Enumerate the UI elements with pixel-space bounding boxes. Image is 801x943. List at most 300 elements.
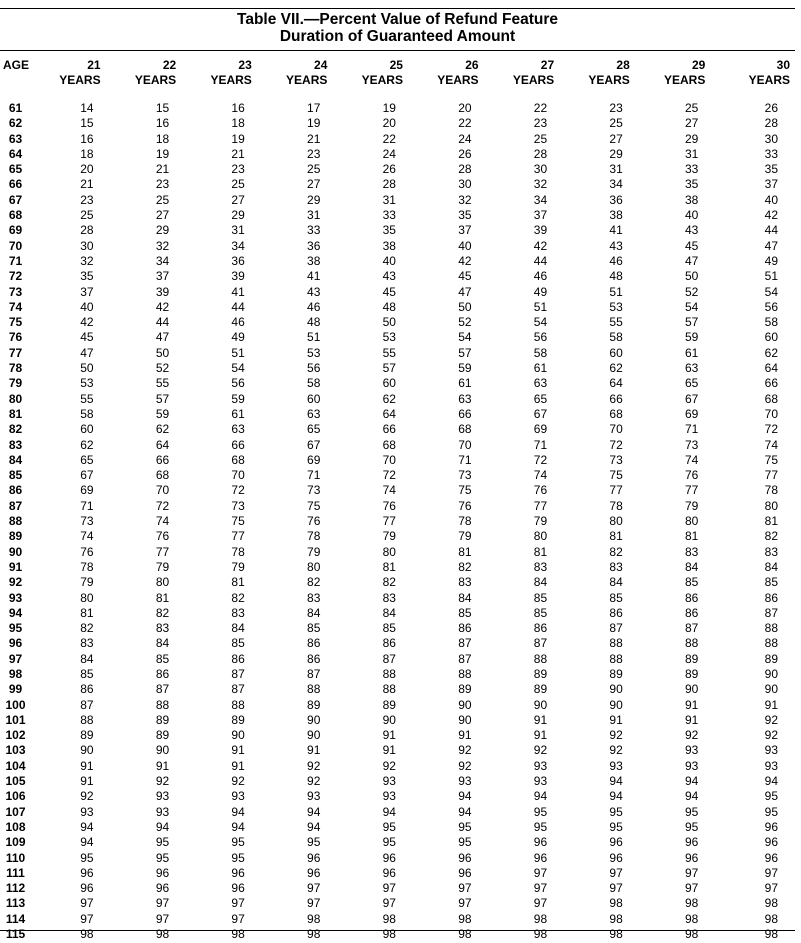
- table-row: [0, 743, 795, 758]
- age-cell: 86: [8, 483, 23, 498]
- value-cell: 44: [764, 223, 778, 238]
- value-cell: 94: [80, 835, 94, 850]
- table-row: [0, 376, 795, 391]
- value-cell: 14: [80, 101, 94, 115]
- header-row: [0, 58, 795, 101]
- value-cell: 94: [231, 819, 245, 834]
- value-cell: 67: [80, 468, 94, 483]
- value-cell: 41: [231, 284, 245, 299]
- value-cell: 79: [231, 559, 245, 574]
- value-cell: 95: [458, 819, 472, 834]
- value-cell: 98: [533, 911, 548, 926]
- value-cell: 82: [231, 590, 245, 605]
- value-cell: 92: [155, 774, 170, 789]
- value-cell: 92: [533, 743, 548, 758]
- value-cell: 95: [382, 835, 396, 850]
- value-cell: 28: [458, 162, 472, 177]
- value-cell: 49: [231, 330, 245, 345]
- age-cell: 109: [5, 835, 26, 850]
- value-cell: 95: [458, 835, 472, 850]
- value-cell: 86: [307, 651, 321, 666]
- value-cell: 59: [231, 391, 245, 406]
- value-cell: 81: [80, 605, 94, 620]
- value-cell: 95: [155, 835, 170, 850]
- value-cell: 93: [231, 789, 245, 804]
- value-cell: 31: [382, 192, 396, 207]
- value-cell: 23: [307, 146, 321, 161]
- value-cell: 62: [764, 345, 778, 360]
- value-cell: 98: [609, 927, 623, 942]
- value-cell: 52: [458, 315, 472, 330]
- value-cell: 50: [155, 345, 170, 360]
- value-cell: 51: [533, 299, 548, 314]
- year-column-header: [39, 58, 115, 101]
- value-cell: 81: [458, 544, 472, 559]
- table-row: [0, 193, 795, 208]
- value-cell: 19: [382, 101, 396, 115]
- age-cell: 113: [5, 896, 26, 911]
- table-row: [0, 912, 795, 927]
- value-cell: 89: [764, 651, 778, 666]
- value-cell: 77: [382, 514, 396, 529]
- table-row: [0, 774, 795, 789]
- age-cell: 106: [5, 789, 26, 804]
- value-cell: 76: [155, 529, 170, 544]
- value-cell: 43: [307, 284, 321, 299]
- value-cell: 74: [80, 529, 94, 544]
- value-cell: 50: [458, 299, 472, 314]
- value-cell: 78: [458, 514, 472, 529]
- value-cell: 96: [533, 835, 548, 850]
- value-cell: 64: [382, 406, 396, 421]
- value-cell: 80: [382, 544, 396, 559]
- value-cell: 95: [307, 835, 321, 850]
- year-number: 29: [691, 58, 706, 72]
- year-number: 30: [776, 58, 790, 72]
- age-cell: 115: [5, 927, 26, 942]
- value-cell: 89: [155, 728, 170, 743]
- value-cell: 81: [155, 590, 170, 605]
- value-cell: 71: [80, 498, 94, 513]
- value-cell: 68: [458, 422, 472, 437]
- value-cell: 29: [609, 146, 623, 161]
- value-cell: 77: [231, 529, 245, 544]
- table-row: [0, 881, 795, 896]
- value-cell: 45: [80, 330, 94, 345]
- value-cell: 66: [155, 452, 170, 467]
- value-cell: 72: [533, 452, 548, 467]
- value-cell: 75: [609, 468, 623, 483]
- years-label: YEARS: [748, 73, 790, 87]
- value-cell: 79: [382, 529, 396, 544]
- value-cell: 61: [684, 345, 699, 360]
- age-cell: 74: [8, 299, 23, 314]
- years-label: YEARS: [664, 73, 706, 87]
- value-cell: 30: [458, 177, 472, 192]
- value-cell: 82: [458, 559, 472, 574]
- value-cell: 47: [80, 345, 94, 360]
- value-cell: 15: [80, 116, 94, 131]
- value-cell: 57: [382, 361, 396, 376]
- age-cell: 78: [8, 361, 23, 376]
- table-body: [0, 101, 795, 942]
- table-row: [0, 177, 795, 192]
- value-cell: 56: [307, 361, 321, 376]
- value-cell: 84: [155, 636, 170, 651]
- age-cell: 91: [8, 559, 23, 574]
- value-cell: 37: [764, 177, 778, 192]
- value-cell: 80: [307, 559, 321, 574]
- value-cell: 92: [684, 728, 699, 743]
- value-cell: 77: [155, 544, 170, 559]
- value-cell: 61: [533, 361, 548, 376]
- value-cell: 89: [609, 666, 623, 681]
- value-cell: 42: [80, 315, 94, 330]
- value-cell: 79: [684, 498, 699, 513]
- value-cell: 56: [231, 376, 245, 391]
- value-cell: 54: [764, 284, 778, 299]
- value-cell: 93: [533, 774, 548, 789]
- value-cell: 80: [684, 514, 699, 529]
- age-cell: 73: [8, 284, 23, 299]
- value-cell: 64: [155, 437, 170, 452]
- value-cell: 69: [307, 452, 321, 467]
- value-cell: 38: [307, 253, 321, 268]
- value-cell: 21: [80, 177, 94, 192]
- value-cell: 60: [382, 376, 396, 391]
- value-cell: 64: [764, 361, 778, 376]
- value-cell: 98: [458, 927, 472, 942]
- value-cell: 88: [533, 651, 548, 666]
- value-cell: 76: [533, 483, 548, 498]
- value-cell: 84: [533, 575, 548, 590]
- value-cell: 88: [764, 621, 778, 636]
- year-column-header: [644, 58, 720, 101]
- value-cell: 37: [533, 208, 548, 223]
- value-cell: 53: [307, 345, 321, 360]
- value-cell: 45: [458, 269, 472, 284]
- value-cell: 80: [609, 514, 623, 529]
- year-number: 26: [465, 58, 479, 72]
- value-cell: 37: [458, 223, 472, 238]
- table-row: [0, 499, 795, 514]
- age-cell: 98: [8, 666, 23, 681]
- value-cell: 70: [382, 452, 396, 467]
- value-cell: 98: [307, 911, 321, 926]
- value-cell: 43: [609, 238, 623, 253]
- value-cell: 42: [533, 238, 548, 253]
- value-cell: 47: [684, 253, 699, 268]
- value-cell: 97: [382, 896, 396, 911]
- value-cell: 57: [684, 315, 699, 330]
- value-cell: 68: [155, 468, 170, 483]
- value-cell: 93: [764, 743, 778, 758]
- value-cell: 73: [307, 483, 321, 498]
- value-cell: 21: [155, 162, 170, 177]
- value-cell: 84: [458, 590, 472, 605]
- value-cell: 84: [684, 559, 699, 574]
- value-cell: 23: [80, 192, 94, 207]
- value-cell: 98: [764, 896, 778, 911]
- value-cell: 80: [533, 529, 548, 544]
- table-row: [0, 361, 795, 376]
- year-number: 27: [540, 58, 555, 72]
- years-label: YEARS: [134, 73, 177, 87]
- value-cell: 42: [764, 208, 778, 223]
- value-cell: 22: [458, 116, 472, 131]
- value-cell: 40: [684, 208, 699, 223]
- table-row: [0, 575, 795, 590]
- value-cell: 34: [609, 177, 623, 192]
- value-cell: 53: [80, 376, 94, 391]
- value-cell: 96: [684, 835, 699, 850]
- age-cell: 99: [8, 682, 23, 697]
- value-cell: 98: [533, 927, 548, 942]
- value-cell: 80: [155, 575, 170, 590]
- value-cell: 97: [764, 881, 778, 896]
- value-cell: 58: [764, 315, 778, 330]
- value-cell: 87: [458, 651, 472, 666]
- value-cell: 30: [533, 162, 548, 177]
- value-cell: 93: [764, 758, 778, 773]
- value-cell: 91: [684, 697, 699, 712]
- value-cell: 79: [533, 514, 548, 529]
- value-cell: 93: [307, 789, 321, 804]
- value-cell: 63: [684, 361, 699, 376]
- value-cell: 83: [764, 544, 778, 559]
- age-cell: 69: [8, 223, 23, 238]
- value-cell: 96: [231, 865, 245, 880]
- value-cell: 62: [155, 422, 170, 437]
- value-cell: 92: [458, 743, 472, 758]
- table-row: [0, 438, 795, 453]
- value-cell: 78: [609, 498, 623, 513]
- value-cell: 35: [458, 208, 472, 223]
- value-cell: 28: [764, 116, 778, 131]
- value-cell: 57: [458, 345, 472, 360]
- value-cell: 83: [155, 621, 170, 636]
- value-cell: 91: [382, 728, 396, 743]
- value-cell: 83: [458, 575, 472, 590]
- years-label: YEARS: [286, 73, 328, 87]
- value-cell: 27: [155, 208, 170, 223]
- value-cell: 21: [307, 131, 321, 146]
- value-cell: 95: [155, 850, 170, 865]
- value-cell: 89: [231, 712, 245, 727]
- age-cell: 101: [5, 712, 26, 727]
- value-cell: 47: [155, 330, 170, 345]
- value-cell: 97: [533, 881, 548, 896]
- value-cell: 88: [382, 682, 396, 697]
- value-cell: 67: [307, 437, 321, 452]
- value-cell: 98: [155, 927, 170, 942]
- value-cell: 89: [155, 712, 170, 727]
- value-cell: 86: [231, 651, 245, 666]
- value-cell: 19: [155, 146, 170, 161]
- value-cell: 85: [231, 636, 245, 651]
- value-cell: 71: [307, 468, 321, 483]
- age-cell: 108: [5, 819, 26, 834]
- value-cell: 91: [382, 743, 396, 758]
- value-cell: 91: [80, 758, 94, 773]
- value-cell: 94: [458, 789, 472, 804]
- value-cell: 90: [764, 666, 778, 681]
- value-cell: 92: [458, 758, 472, 773]
- table-row: [0, 422, 795, 437]
- value-cell: 23: [609, 101, 623, 115]
- age-cell: 102: [5, 728, 26, 743]
- value-cell: 72: [764, 422, 778, 437]
- value-cell: 20: [80, 162, 94, 177]
- value-cell: 86: [684, 605, 699, 620]
- bottom-rule: [0, 930, 795, 931]
- value-cell: 90: [684, 682, 699, 697]
- value-cell: 36: [231, 253, 245, 268]
- value-cell: 75: [307, 498, 321, 513]
- value-cell: 94: [684, 774, 699, 789]
- table-row: [0, 606, 795, 621]
- value-cell: 54: [684, 299, 699, 314]
- table-row: [0, 529, 795, 544]
- value-cell: 98: [80, 927, 94, 942]
- value-cell: 90: [458, 712, 472, 727]
- value-cell: 55: [155, 376, 170, 391]
- value-cell: 91: [231, 758, 245, 773]
- value-cell: 37: [155, 269, 170, 284]
- value-cell: 72: [231, 483, 245, 498]
- value-cell: 97: [458, 896, 472, 911]
- value-cell: 95: [533, 819, 548, 834]
- value-cell: 86: [458, 621, 472, 636]
- value-cell: 90: [458, 697, 472, 712]
- value-cell: 92: [382, 758, 396, 773]
- value-cell: 83: [80, 636, 94, 651]
- value-cell: 94: [80, 819, 94, 834]
- value-cell: 98: [307, 927, 321, 942]
- value-cell: 85: [80, 666, 94, 681]
- value-cell: 70: [458, 437, 472, 452]
- value-cell: 69: [684, 406, 699, 421]
- value-cell: 50: [382, 315, 396, 330]
- age-column-header: AGE: [3, 58, 30, 72]
- value-cell: 57: [155, 391, 170, 406]
- value-cell: 98: [764, 911, 778, 926]
- value-cell: 97: [533, 896, 548, 911]
- table-row: [0, 514, 795, 529]
- age-cell: 62: [8, 116, 23, 131]
- value-cell: 87: [155, 682, 170, 697]
- table-row: [0, 896, 795, 911]
- value-cell: 81: [764, 514, 778, 529]
- value-cell: 27: [609, 131, 623, 146]
- value-cell: 18: [80, 146, 94, 161]
- age-cell: 105: [5, 774, 26, 789]
- value-cell: 91: [155, 758, 170, 773]
- value-cell: 28: [533, 146, 548, 161]
- value-cell: 62: [80, 437, 94, 452]
- value-cell: 98: [684, 911, 699, 926]
- value-cell: 93: [533, 758, 548, 773]
- age-cell: 88: [8, 514, 23, 529]
- value-cell: 34: [231, 238, 245, 253]
- value-cell: 48: [609, 269, 623, 284]
- table-row: [0, 330, 795, 345]
- value-cell: 31: [684, 146, 699, 161]
- value-cell: 72: [382, 468, 396, 483]
- value-cell: 91: [231, 743, 245, 758]
- value-cell: 91: [80, 774, 94, 789]
- value-cell: 98: [609, 896, 623, 911]
- value-cell: 53: [382, 330, 396, 345]
- value-cell: 58: [80, 406, 94, 421]
- value-cell: 93: [609, 758, 623, 773]
- value-cell: 83: [533, 559, 548, 574]
- value-cell: 73: [231, 498, 245, 513]
- value-cell: 89: [458, 682, 472, 697]
- value-cell: 58: [609, 330, 623, 345]
- value-cell: 71: [458, 452, 472, 467]
- table-row: [0, 759, 795, 774]
- value-cell: 96: [533, 850, 548, 865]
- value-cell: 97: [684, 881, 699, 896]
- value-cell: 16: [231, 101, 245, 115]
- value-cell: 45: [382, 284, 396, 299]
- value-cell: 86: [155, 666, 170, 681]
- value-cell: 85: [533, 590, 548, 605]
- value-cell: 94: [307, 804, 321, 819]
- value-cell: 64: [609, 376, 623, 391]
- value-cell: 97: [307, 881, 321, 896]
- value-cell: 20: [458, 101, 472, 115]
- age-cell: 90: [8, 544, 23, 559]
- years-label: YEARS: [210, 73, 252, 87]
- value-cell: 41: [609, 223, 623, 238]
- value-cell: 81: [684, 529, 699, 544]
- value-cell: 66: [458, 406, 472, 421]
- value-cell: 25: [155, 192, 170, 207]
- value-cell: 88: [684, 636, 699, 651]
- value-cell: 63: [533, 376, 548, 391]
- header-rule: [0, 50, 795, 51]
- value-cell: 92: [80, 789, 94, 804]
- age-cell: 65: [8, 162, 23, 177]
- value-cell: 51: [609, 284, 623, 299]
- value-cell: 65: [533, 391, 548, 406]
- value-cell: 26: [458, 146, 472, 161]
- value-cell: 45: [684, 238, 699, 253]
- value-cell: 74: [764, 437, 778, 452]
- table-row: [0, 483, 795, 498]
- value-cell: 44: [533, 253, 548, 268]
- value-cell: 16: [155, 116, 170, 131]
- value-cell: 95: [684, 804, 699, 819]
- value-cell: 40: [458, 238, 472, 253]
- year-column-header: [493, 58, 569, 101]
- years-label: YEARS: [512, 73, 555, 87]
- value-cell: 36: [307, 238, 321, 253]
- value-cell: 25: [684, 101, 699, 115]
- value-cell: 95: [764, 804, 778, 819]
- value-cell: 63: [231, 422, 245, 437]
- value-cell: 72: [155, 498, 170, 513]
- value-cell: 96: [764, 819, 778, 834]
- value-cell: 37: [80, 284, 94, 299]
- value-cell: 66: [764, 376, 778, 391]
- value-cell: 61: [458, 376, 472, 391]
- age-cell: 66: [8, 177, 23, 192]
- value-cell: 22: [533, 101, 548, 115]
- value-cell: 18: [155, 131, 170, 146]
